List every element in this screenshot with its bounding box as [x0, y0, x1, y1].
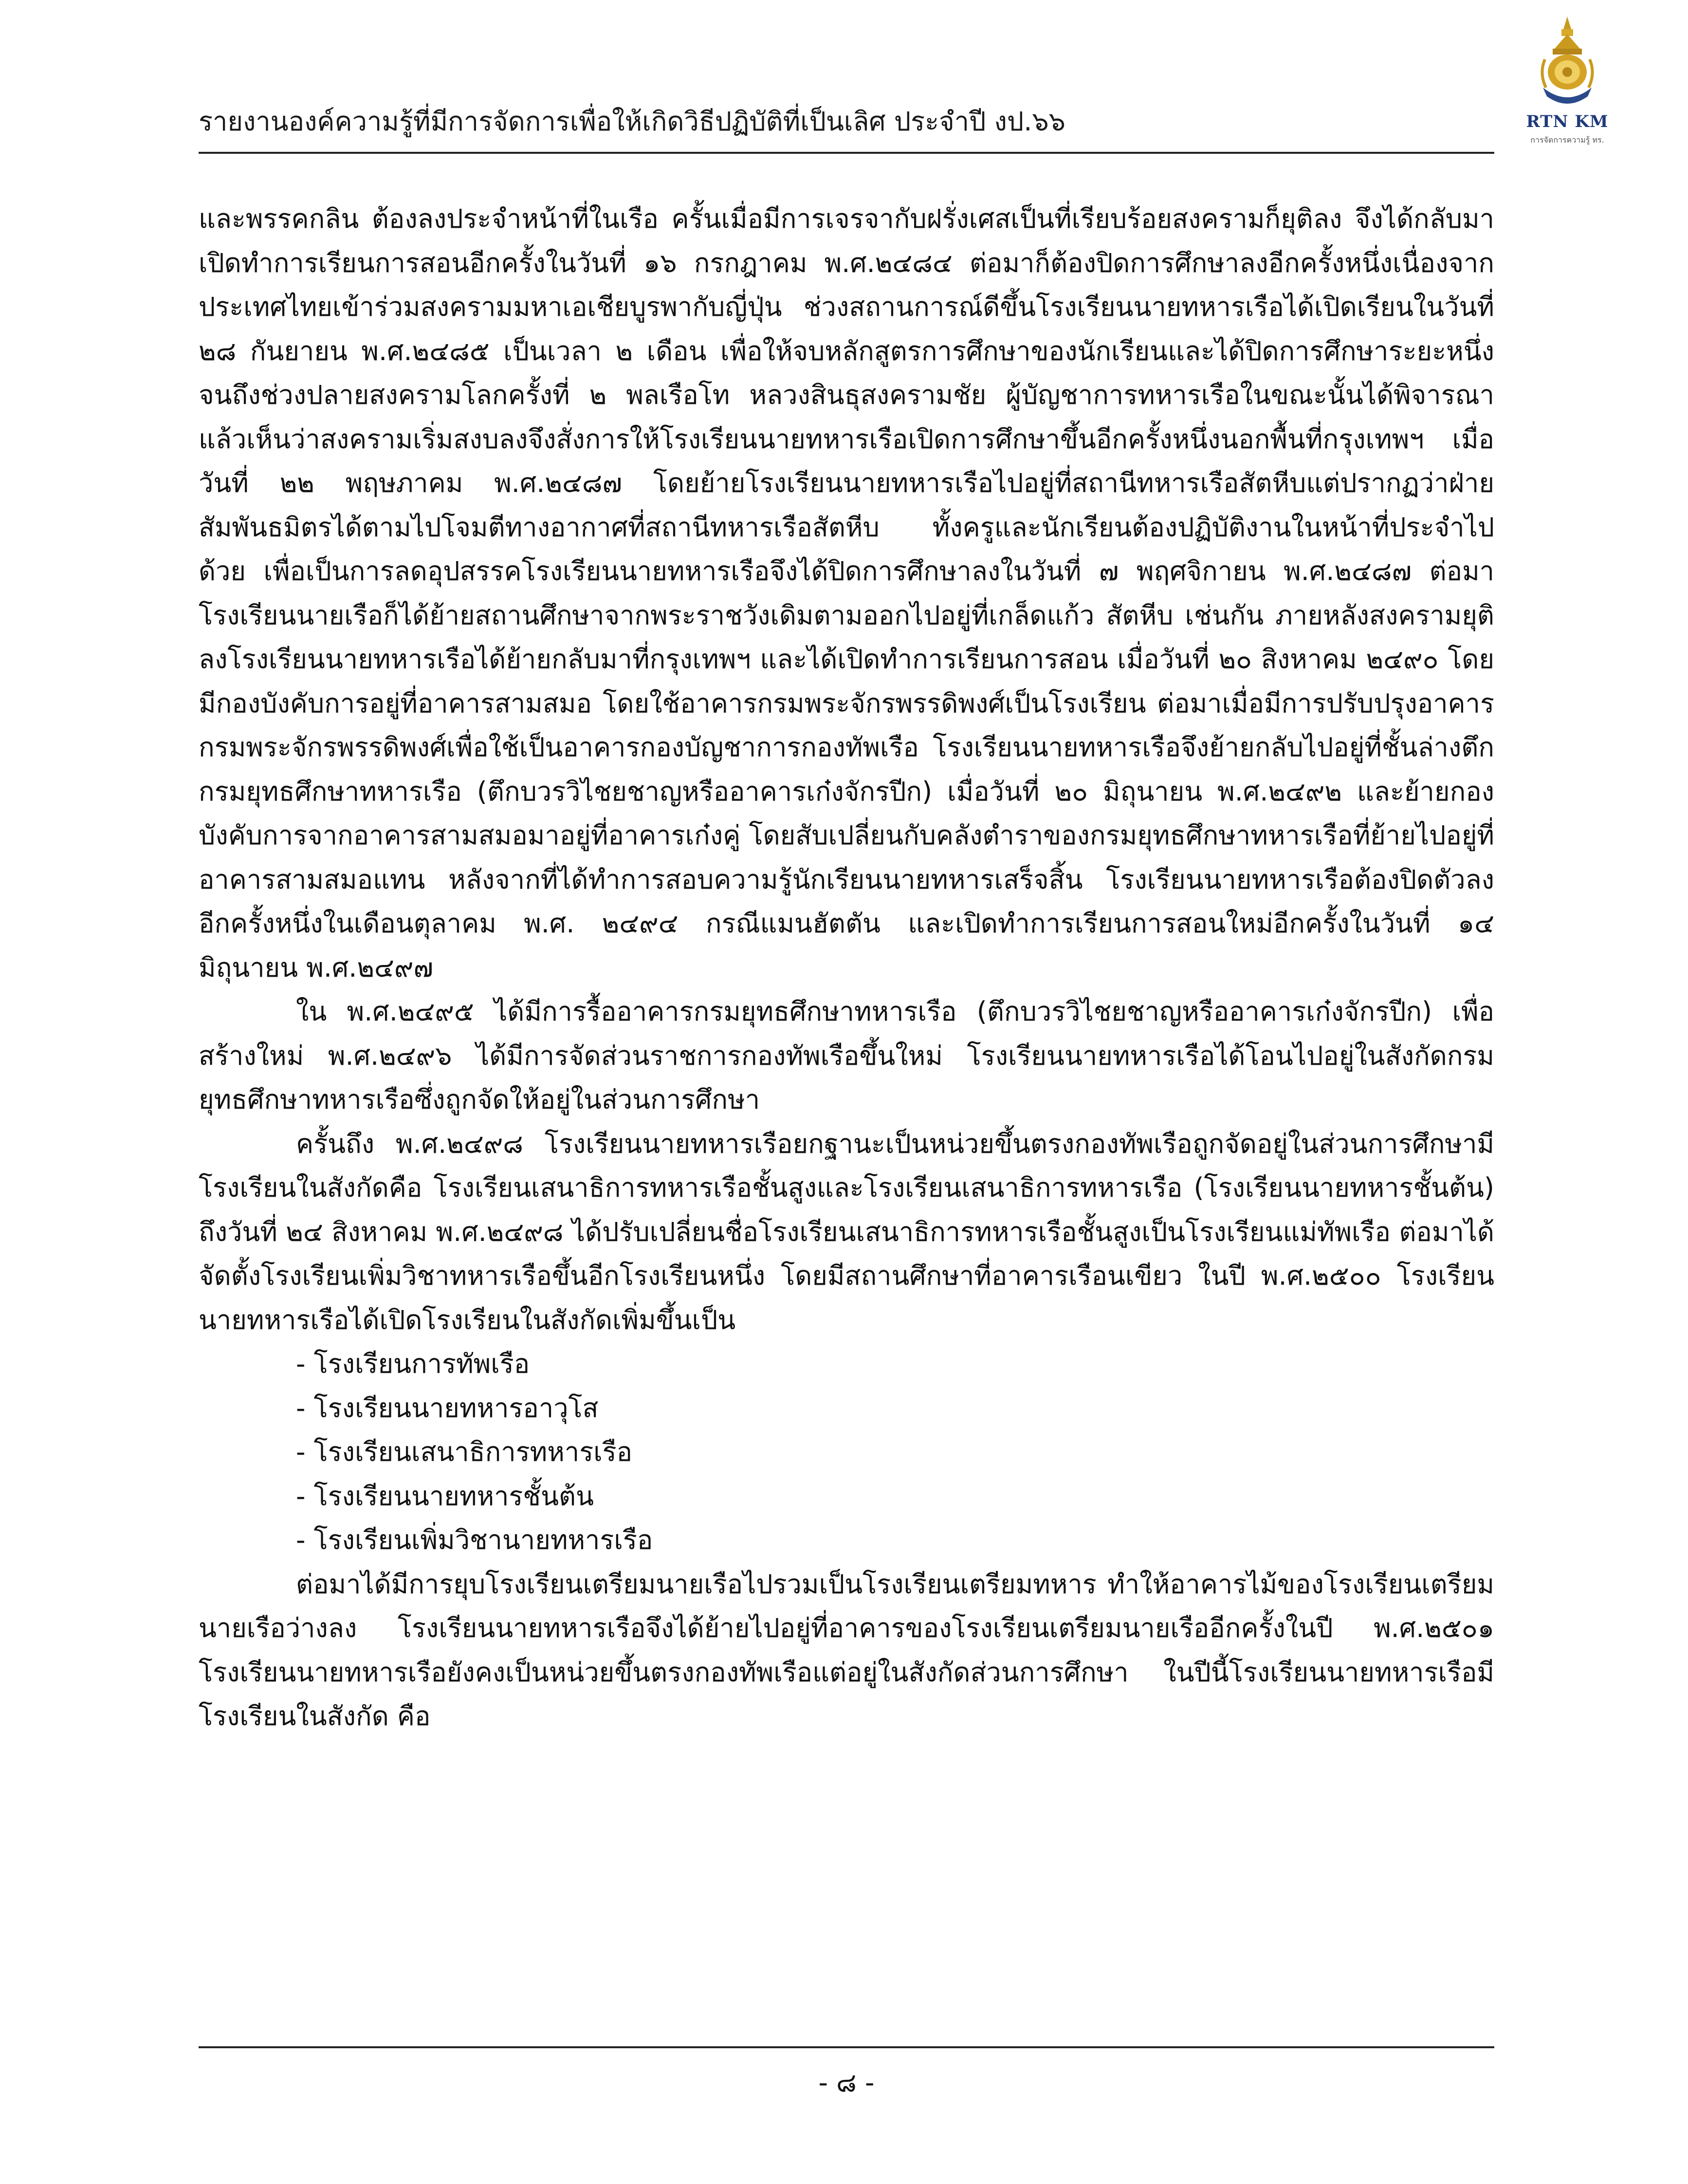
- header-title: รายงานองค์ความรู้ที่มีการจัดการเพื่อให้เกิดวิธีปฏิบัติที่เป็นเลิศ ประจำปี งป.๖๖: [199, 106, 1065, 137]
- logo-text: RTN KM: [1526, 112, 1609, 131]
- body-paragraph-3: ครั้นถึง พ.ศ.๒๔๙๘ โรงเรียนนายทหารเรือยกฐานะเป็นหน่วยขึ้นตรงกองทัพเรือถูกจัดอยู่ในส่วนการศึกษามีโรงเรียนในสังกัดคือ โรงเรียนเสนาธิการทหารเรือชั้นสูงและโรงเรียนเสนาธิการทหารเรือ (โรงเรียนนายทหารชั้นต้น) ถึงวันที่ ๒๔ สิงหาคม พ.ศ.๒๔๙๘ ได้ปรับเปลี่ยนชื่อโรงเรียนเสนาธิการทหารเรือชั้นสูงเป็นโรงเรียนแม่ทัพเรือ ต่อมาได้จัดตั้งโรงเรียนเพิ่มวิชาทหารเรือขึ้นอีกโรงเรียนหนึ่ง โดยมีสถานศึกษาที่อาคารเรือนเขียว ในปี พ.ศ.๒๕๐๐ โรงเรียนนายทหารเรือได้เปิดโรงเรียนในสังกัดเพิ่มขึ้นเป็น: [199, 1128, 1494, 1335]
- document-body: [199, 197, 1494, 1739]
- list-item: - โรงเรียนนายทหารชั้นต้น: [296, 1480, 594, 1511]
- header-divider: [199, 152, 1494, 154]
- page-number: - ๘ -: [818, 2067, 875, 2098]
- list-item: - โรงเรียนเพิ่มวิชานายทหารเรือ: [296, 1525, 653, 1555]
- logo-subtext: การจัดการความรู้ ทร.: [1530, 135, 1604, 145]
- list-item: - โรงเรียนการทัพเรือ: [296, 1348, 530, 1379]
- rtn-km-logo: [1519, 15, 1616, 161]
- school-list: [199, 1342, 1494, 1563]
- crown-emblem-icon: [1533, 15, 1601, 112]
- footer-divider: [199, 2046, 1494, 2048]
- list-item: - โรงเรียนเสนาธิการทหารเรือ: [296, 1437, 633, 1467]
- body-paragraph-4: ต่อมาได้มีการยุบโรงเรียนเตรียมนายเรือไปรวมเป็นโรงเรียนเตรียมทหาร ทำให้อาคารไม้ของโรงเรียนเตรียมนายเรือว่างลง โรงเรียนนายทหารเรือจึงได้ย้ายไปอยู่ที่อาคารของโรงเรียนเตรียมนายเรืออีกครั้งในปี พ.ศ.๒๕๐๑ โรงเรียนนายทหารเรือยังคงเป็นหน่วยขึ้นตรงกองทัพเรือแต่อยู่ในสังกัดส่วนการศึกษา ในปีนี้โรงเรียนนายทหารเรือมีโรงเรียนในสังกัด คือ: [199, 1568, 1494, 1731]
- page-header: [199, 0, 1494, 161]
- list-item: - โรงเรียนนายทหารอาวุโส: [296, 1392, 599, 1423]
- body-paragraph-2: ใน พ.ศ.๒๔๙๕ ได้มีการรื้ออาคารกรมยุทธศึกษาทหารเรือ (ตึกบวรวิไชยชาญหรืออาคารเก๋งจักรปีก) เพื่อสร้างใหม่ พ.ศ.๒๔๙๖ ได้มีการจัดส่วนราชการกองทัพเรือขึ้นใหม่ โรงเรียนนายทหารเรือได้โอนไปอยู่ในสังกัดกรมยุทธศึกษาทหารเรือซึ่งถูกจัดให้อยู่ในส่วนการศึกษา: [199, 996, 1494, 1115]
- body-paragraph-1: และพรรคกลิน ต้องลงประจำหน้าที่ในเรือ ครั้นเมื่อมีการเจรจากับฝรั่งเศสเป็นที่เรียบร้อยสงครามก็ยุติลง จึงได้กลับมาเปิดทำการเรียนการสอนอีกครั้งในวันที่ ๑๖ กรกฎาคม พ.ศ.๒๔๘๔ ต่อมาก็ต้องปิดการศึกษาลงอีกครั้งหนึ่งเนื่องจากประเทศไทยเข้าร่วมสงครามมหาเอเชียบูรพากับญี่ปุ่น ช่วงสถานการณ์ดีขึ้นโรงเรียนนายทหารเรือได้เปิดเรียนในวันที่ ๒๘ กันยายน พ.ศ.๒๔๘๕ เป็นเวลา ๒ เดือน เพื่อให้จบหลักสูตรการศึกษาของนักเรียนและได้ปิดการศึกษาระยะหนึ่ง จนถึงช่วงปลายสงครามโลกครั้งที่ ๒ พลเรือโท หลวงสินธุสงครามชัย ผู้บัญชาการทหารเรือในขณะนั้นได้พิจารณาแล้วเห็นว่าสงครามเริ่มสงบลงจึงสั่งการให้โรงเรียนนายทหารเรือเปิดการศึกษาขึ้นอีกครั้งหนึ่งนอกพื้นที่กรุงเทพฯ เมื่อวันที่ ๒๒ พฤษภาคม พ.ศ.๒๔๘๗ โดยย้ายโรงเรียนนายทหารเรือไปอยู่ที่สถานีทหารเรือสัตหีบแต่ปรากฏว่าฝ่ายสัมพันธมิตรได้ตามไปโจมตีทางอากาศที่สถานีทหารเรือสัตหีบ ทั้งครูและนักเรียนต้องปฏิบัติงานในหน้าที่ประจำไปด้วย เพื่อเป็นการลดอุปสรรคโรงเรียนนายทหารเรือจึงได้ปิดการศึกษาลงในวันที่ ๗ พฤศจิกายน พ.ศ.๒๔๘๗ ต่อมาโรงเรียนนายเรือก็ได้ย้ายสถานศึกษาจากพระราชวังเดิมตามออกไปอยู่ที่เกล็ดแก้ว สัตหีบ เช่นกัน ภายหลังสงครามยุติลงโรงเรียนนายทหารเรือได้ย้ายกลับมาที่กรุงเทพฯ และได้เปิดทำการเรียนการสอน เมื่อวันที่ ๒๐ สิงหาคม ๒๔๙๐ โดยมีกองบังคับการอยู่ที่อาคารสามสมอ โดยใช้อาคารกรมพระจักรพรรดิพงศ์เป็นโรงเรียน ต่อมาเมื่อมีการปรับปรุงอาคารกรมพระจักรพรรดิพงศ์เพื่อใช้เป็นอาคารกองบัญชาการกองทัพเรือ โรงเรียนนายทหารเรือจึงย้ายกลับไปอยู่ที่ชั้นล่างตึกกรมยุทธศึกษาทหารเรือ (ตึกบวรวิไชยชาญหรืออาคารเก๋งจักรปีก) เมื่อวันที่ ๒๐ มิถุนายน พ.ศ.๒๔๙๒ และย้ายกองบังคับการจากอาคารสามสมอมาอยู่ที่อาคารเก๋งคู่ โดยสับเปลี่ยนกับคลังตำราของกรมยุทธศึกษาทหารเรือที่ย้ายไปอยู่ที่อาคารสามสมอแทน หลังจากที่ได้ทำการสอบความรู้นักเรียนนายทหารเสร็จสิ้น โรงเรียนนายทหารเรือต้องปิดตัวลงอีกครั้งหนึ่งในเดือนตุลาคม พ.ศ. ๒๔๙๔ กรณีแมนฮัตตัน และเปิดทำการเรียนการสอนใหม่อีกครั้งในวันที่ ๑๔ มิถุนายน พ.ศ.๒๔๙๗: [199, 203, 1494, 983]
